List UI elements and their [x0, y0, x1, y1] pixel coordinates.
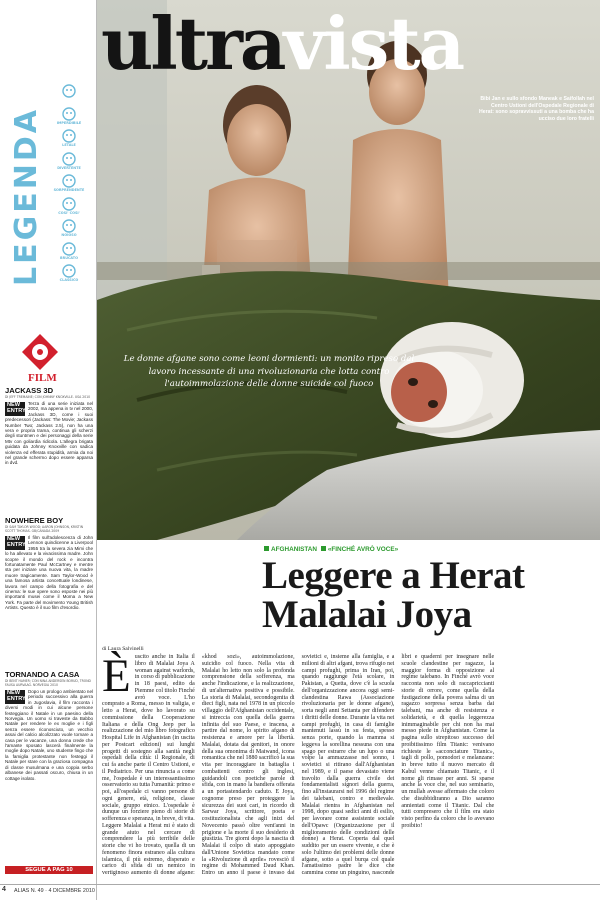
legend-item: [44, 107, 94, 130]
review-body: Dopo un prologo ambientato nel periodo successivo alla guerra in Jugoslavia, il film racconta i diversi modi in cui alcune persone festeggiano il Natale in un paesino della Norvegia. Un uomo si traveste da Babbo Natale per rendere le ex moglie e i figli senza essere riconosciuto, un vecchio assai del calcio alcolizzato vuole tornare a casa per le vacanze, una donna crede che l'amante sposato lascerà finalmente la moglie dopo Natale, uno studente fingo che la famiglia protestante non festeggi il Natale per stare con la graziosa compagna di classe musulmana e una coppia serbo albanese dei passati oscuro, chiusa in un cottage isolato.: [5, 689, 93, 781]
rating-icon: [59, 152, 79, 166]
issue-info: ALIAS N. 49 · 4 DICEMBRE 2010: [14, 888, 95, 894]
review-title: TORNANDO A CASA: [5, 670, 80, 679]
new-entry-badge: NEW ENTRY: [7, 536, 26, 548]
legend-item: [44, 197, 94, 220]
review-title: NOWHERE BOY: [5, 516, 64, 525]
review-credit: DI BENT HAMER; CON NINA ANDERSEN BORUD, TROND FAUSA AURVAAG. NORVEGIA 2010: [5, 679, 91, 687]
review-body: Terza di una serie iniziata nel 2002, ma appena in tv nel 2000, Jackass 3D, come i suoi predecessori (Jackass: The Movie; Jackass Number Two; Jackass 2.5), non ha una vera e propria trama, continua gli scherzi degli stuntmen e dei personaggi della serie Mtv con goliardia ridicola. L'allegra brigata guidata da Johnny Knoxville con sadica violenza ed efferata stupidità, armia da noi nel grande schermo dopo essere apparsa in dvd.: [5, 401, 93, 466]
legend-label: COSI' COSI': [58, 210, 80, 215]
rating-icon: [59, 84, 79, 98]
drop-cap: È: [102, 650, 131, 702]
legend-item: [44, 242, 94, 265]
legend-item: [44, 84, 94, 107]
film-logo-icon: [20, 332, 60, 372]
article-body: [102, 650, 594, 878]
article-byline: di Laura Salvinelli: [102, 646, 144, 652]
rating-icon: [59, 107, 79, 121]
rating-icon: [59, 264, 79, 278]
review-tornando-a-casa: [5, 670, 93, 781]
legend-word: LEGENDA: [9, 107, 44, 286]
footer-rule: [0, 884, 600, 885]
section-kicker: [262, 546, 398, 553]
film-label: FILM: [28, 372, 57, 384]
new-entry-badge: NEW ENTRY: [7, 690, 26, 702]
rating-icon: [59, 242, 79, 256]
masthead-logo: [101, 1, 464, 86]
review-title: JACKASS 3D: [5, 386, 54, 395]
legend-item: [44, 152, 94, 175]
sidebar: [0, 0, 97, 900]
page-footer: [0, 884, 600, 900]
green-square-icon: [264, 546, 269, 551]
legend-item: [44, 219, 94, 242]
kicker-section: AFGHANISTAN: [271, 546, 318, 553]
review-nowhere-boy: [5, 516, 93, 611]
rating-icon: [59, 197, 79, 211]
rating-icon: [59, 219, 79, 233]
rating-icon: [59, 129, 79, 143]
article-text: uscito anche in Italia il libro di Malalai Joya A woman against warlords, in corso di pubblicazione in 18 paesi, edito da Piemme col titolo Finché avrò voce. L'ho comprato a Roma, messo in valigia, e letto a Herat, dove ho lavorato su commissione della Cooperazione Italiana e della Ong Jeep per la realizzazione del mio libro fotografico Hospital Life in Afghanistan (in uscita per Postcart edizioni) sui lunghi progetti di sostegno alla sanità negli ospedali della città: il Regionale, di cui fa anche parte il Centro Ustioni, e il Pediatrico. Per una rinuncia a come me, l'ospedale è un interessantissimo osservatorio su tutta l'umanità: primo e poi, all'ospedale ci vanno persone di ogni genere, età, religione, classe sociale, gruppo etnico. L'ospedale è dunque un forziere pieno di storie di sofferenza e speranza, in breve, di vita. Leggere Malalai a Herat mi è stato di grande aiuto nel cercare di comprendere la più terribile delle storie che vi ho trovato, quella di un fenomeno finora estraneo alla cultura islamica, il più estremo, disperato e carico di sfida di un nemico in vertiginoso aumento di donne afgane: «khod sozi», autoimmolazione, suicidio col fuoco. Nella vita di Malalai ho letto non solo la profonda comprensione della sofferenza, ma anche l'indicazione, e la realizzazione, di un'alternativa positiva e possibile. La storia di Malalai, secondogenita di dieci figli, nata nel 1978 in un piccolo villaggio dell'Afghanistan occidentale, si intreccia con quella della guerra infinita del suo Paese, e inscena, a partire dal nome, lo spirito afgano di resistenza e amore per la libertà. Malalai, dotata dai genitori, in onore della sua omonima di Maiwand, icona romantica che nel 1880 sacrificò la sua vita per incoraggiare in battaglia i combattenti contro gli inglesi, guidandoli con poetiche parole di sfida, con in mano la bandiera offerata a un portastendardo caduto. E Joya, cognome preso per proteggere la sicurezza dei suoi cari, in ricordo di Sarwar Joya, scrittore, poeta e costituzionalista che agli inizi del Novecento passò oltre vent'anni in prigione e la morte il suo desiderio di giustizia. Tre giorni dopo la nascita di Malalai il colpo di stato appoggiato dall'Unione Sovietica mandato come la «Rivoluzione di aprile» rovesciò il regime di Mohammed Daud Khan. Entro un anno il paese è invaso dai sovietici e, insieme alla famiglia, e a milioni di altri afgani, trova rifugio nei campi profughi, prima in Iran, poi, quando raggiunge l'età scolare, in Pakistan, a Quetta, dove c'è la scuola dell'organizzazione ancora oggi semi-clandestina Rawa (Associazione rivoluzionaria per le donne afgane), sorta negli anni Settanta per difendere i diritti delle donne. Durante la vita nei campi profughi, in casa di famiglie mantenuti lassù in su festa, spesso senza porte, quando la mamma si leggeva la sorellina nessuna con una spago per estrarre che un lupo o una volpe la ammazzasse nel sonno, i sovietici si ritirano dall'Afghanistan nel 1989, e il paese devastato viene travolto dalla guerra civile dei fondamentalisti signori della guerra, fino all'instaurarsi nel 1996 del regime dei talebani, contro e medievale. Malalai rientra in Afghanistan nel 1998, dopo quasi sedici anni di esilio, per lavorare come assistente sociale dell'Opawc (Organizzazione per il miglioramento delle condizioni delle donne) a Herat. Coperta dal quel suddito per un essere vivente, e che è solo l'ultimo dei problemi delle donne afgane, sotto a quel burqa col quale l'amatissimo padre le dice che cammina come un pinguino, nasconde libri e quaderni per insegnare nelle scuole clandestine per ragazze, la maggior forma di opposizione al regime talebano. In Finché avrò voce racconta non solo di raccapriccianti storie di orrore, come quella della fustigazione della povera salma di un ragazzo sorpresa senza barba dai talebani, ma anche di resistenza e solidarietà, e di quella leggerezza inimmaginabile per chi non ha mai messo piede in Afghanistan. Come la pagina sullo strepitoso successo del proibitissimo film Titanic: venivano richieste le «acconciature Titanic», tagli di pollo, pomodori e melanzane: in breve tutto il nuovo mercato di Kabul venne chiamato Titanic, e il nome gli rimase per anni. Si sparse anche la voce che, nel suo seminario, un mullah avesse affermato che coloro che disubbidiranno a Dio saranno annientati come il Titanic. Dal che tutti compresero che il film era stato visto perfino da coloro che lo avevano proibito!: [102, 654, 495, 876]
legend-label: BRUCATO: [60, 255, 78, 260]
legend-label: CLASSICO: [59, 278, 79, 282]
legend-item: [44, 264, 94, 287]
green-square-icon: [321, 546, 326, 551]
page-number: 4: [2, 886, 6, 893]
masthead-part-vista: vista: [283, 1, 464, 86]
legend-item: [44, 174, 94, 197]
pull-quote: Le donne afgane sono come leoni dormienti: un monito ripreso dal lavoro incessante di una rivoluzionaria che lotta contro l'autoimmolazione delle donne suicide col fuoco: [123, 354, 415, 389]
legend-label: SORPRENDENTE: [53, 188, 85, 192]
kicker-subsection: «FINCHÉ AVRÒ VOCE»: [327, 546, 399, 553]
photo-caption: Bibi Jan e sullo sfondo Maneak e Saifollah nel Centro Ustioni dell'Ospedale Regionale di Herat: sono sopravvissuti a una bomba che ha ucciso due loro fratelli: [478, 96, 594, 122]
legend-label: NOIOSO: [61, 233, 77, 237]
review-jackass: [5, 386, 93, 466]
continue-link[interactable]: SEGUE A PAG 10: [5, 866, 93, 874]
legend-vertical-title: [10, 76, 44, 286]
review-body: Il film sull'adolescenza di John Lennon quindicenne a Liverpool 1955 tra la severa zia Mimi che lo ha allevato e la vivacissima madre. John scopre il mondo del rock e incontra fortunatamente Paul McCartney e mentre sta per iniziare una nuova vita, la madre muore tragicamente. Sam Taylor-Wood è una famosa artista concettuale londinese, lavora nel campo della fotografia e del cinema: le sue opere sono esposte nei più importanti musei come il Moma a New York. Fa parte del movimento Young British Artists. Questo è il suo film d'esordio.: [5, 535, 93, 611]
legend-item: [44, 129, 94, 152]
rating-icon: [59, 174, 79, 188]
review-credit: DI SAM TAYLOR WOOD; AARON JOHNSON, KRISTIN SCOTT THOMAS. GB/CANADA 2009: [5, 525, 84, 533]
legend-label: IMPERDIBILE: [56, 120, 82, 125]
new-entry-badge: NEW ENTRY: [7, 402, 26, 414]
review-credit: DI JEFF TREMAINE; CON JOHNNY KNOXVILLE. USA 2010: [5, 395, 91, 399]
hero-photo: [97, 0, 600, 540]
article-headline: Leggere a Herat Malalai Joya: [262, 554, 525, 636]
legend-label: DIVERTENTE: [57, 165, 81, 170]
masthead-part-ultra: ultra: [101, 1, 284, 86]
legend-list: [44, 84, 94, 287]
legend-label: LETALE: [62, 143, 76, 147]
